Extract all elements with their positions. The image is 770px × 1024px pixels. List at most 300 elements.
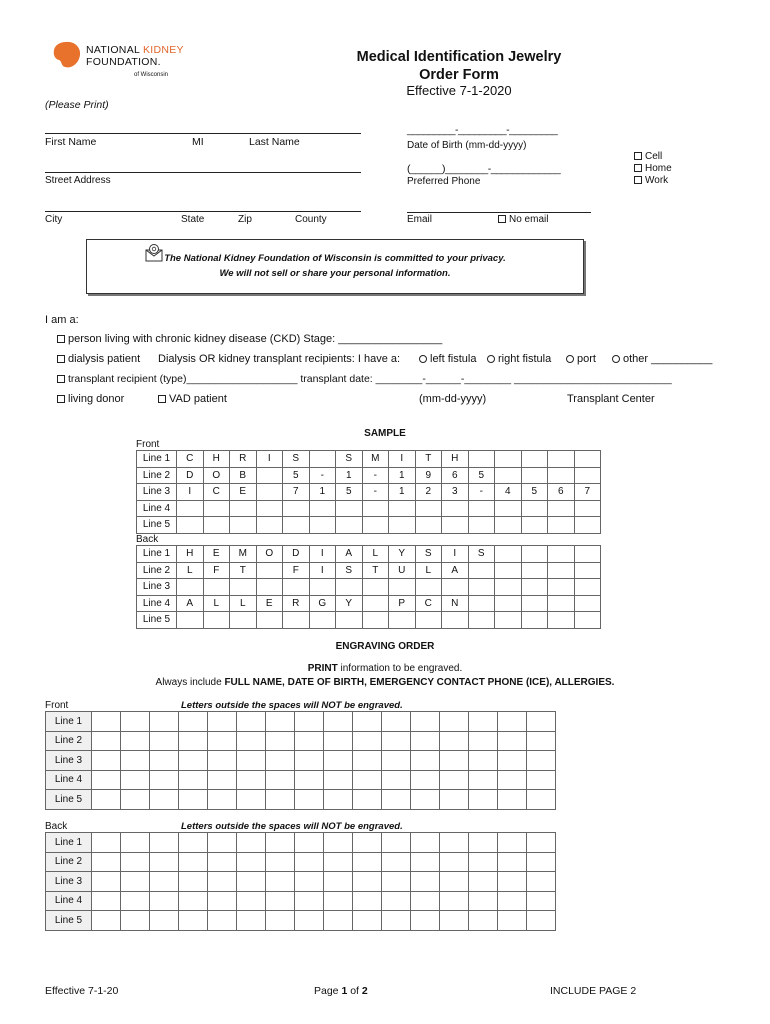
engrave-cell[interactable] [237,731,266,751]
sample-title: SAMPLE [364,428,406,439]
engrave-cell[interactable] [179,712,208,732]
title-line2: Order Form [419,67,499,83]
engrave-cell[interactable] [440,731,469,751]
sample-cell [548,546,575,563]
engrave-cell[interactable] [208,790,237,810]
engrave-cell[interactable] [411,891,440,911]
engrave-cell[interactable] [208,751,237,771]
sample-cell: - [468,484,495,501]
sample-cell [574,500,601,517]
sample-cell: A [177,595,204,612]
engrave-cell[interactable] [440,852,469,872]
engrave-cell[interactable] [469,712,498,732]
engrave-cell[interactable] [324,911,353,931]
engrave-cell[interactable] [266,911,295,931]
email-field-line[interactable] [407,212,591,213]
engrave-cell[interactable] [121,833,150,853]
sample-cell [548,467,575,484]
engrave-cell[interactable] [266,790,295,810]
engrave-cell[interactable] [527,852,556,872]
engrave-cell[interactable] [208,833,237,853]
engrave-cell[interactable] [237,852,266,872]
sample-cell [256,467,283,484]
sample-cell [521,500,548,517]
engrave-cell[interactable] [527,751,556,771]
engrave-cell[interactable] [92,852,121,872]
engrave-cell[interactable] [295,770,324,790]
engrave-cell[interactable] [498,790,527,810]
engrave-cell[interactable] [208,852,237,872]
engrave-cell[interactable] [179,891,208,911]
engrave-cell[interactable] [411,852,440,872]
engrave-cell[interactable] [295,852,324,872]
engrave-cell[interactable] [440,872,469,892]
kidney-logo-icon [52,40,82,70]
engrave-cell[interactable] [527,790,556,810]
vad-checkbox[interactable] [158,395,166,403]
engrave-cell[interactable] [353,872,382,892]
sample-cell [309,500,336,517]
vad-option[interactable]: VAD patient [158,393,227,405]
sample-cell [442,500,469,517]
engrave-cell[interactable] [295,833,324,853]
engrave-cell[interactable] [498,852,527,872]
sample-back-label: Back [136,534,159,545]
engrave-cell[interactable] [121,712,150,732]
transplant-checkbox[interactable] [57,375,65,383]
sample-cell [548,612,575,629]
engrave-cell[interactable] [121,731,150,751]
engrave-cell[interactable] [469,790,498,810]
engrave-cell[interactable] [121,770,150,790]
sample-cell: H [177,546,204,563]
engrave-cell[interactable] [353,852,382,872]
logo-subtitle: of Wisconsin [134,72,169,78]
engrave-cell[interactable] [295,790,324,810]
work-checkbox[interactable] [634,176,642,184]
engrave-cell[interactable] [498,731,527,751]
sample-cell [203,579,230,596]
engrave-cell[interactable] [469,911,498,931]
sample-cell: R [230,451,257,468]
engrave-cell[interactable] [411,731,440,751]
sample-cell [177,612,204,629]
engrave-cell[interactable] [208,911,237,931]
sample-cell: M [230,546,257,563]
sample-cell [495,595,522,612]
no-email-checkbox[interactable] [498,215,506,223]
sample-cell: S [415,546,442,563]
sample-cell [230,579,257,596]
engrave-cell[interactable] [179,731,208,751]
engrave-cell[interactable] [324,852,353,872]
sample-row [137,467,601,484]
sample-cell [230,500,257,517]
effective-date: Effective 7-1-2020 [406,83,512,98]
sample-cell: I [256,451,283,468]
engrave-cell[interactable] [150,833,179,853]
sample-row-label: Line 5 [137,517,177,534]
engrave-cell[interactable] [121,790,150,810]
engrave-cell[interactable] [353,790,382,810]
engrave-cell[interactable] [237,911,266,931]
port-option[interactable]: port [566,353,596,365]
engrave-cell[interactable] [498,751,527,771]
engrave-front-grid [45,711,556,810]
dob-label: Date of Birth (mm-dd-yyyy) [407,140,527,151]
engrave-cell[interactable] [92,712,121,732]
engrave-cell[interactable] [179,872,208,892]
sample-cell [283,612,310,629]
living-donor-option[interactable]: living donor [57,393,124,405]
engrave-cell[interactable] [266,872,295,892]
sample-cell: - [362,467,389,484]
engrave-cell[interactable] [353,891,382,911]
engrave-cell[interactable] [150,872,179,892]
engrave-cell[interactable] [353,712,382,732]
engrave-cell[interactable] [440,911,469,931]
sample-cell [521,467,548,484]
engrave-cell[interactable] [237,751,266,771]
engrave-cell[interactable] [382,790,411,810]
engrave-cell[interactable] [411,770,440,790]
engrave-cell[interactable] [527,872,556,892]
footer-include-page: INCLUDE PAGE 2 [550,985,637,997]
sample-cell: M [362,451,389,468]
engrave-cell[interactable] [324,712,353,732]
engraving-title: ENGRAVING ORDER [335,641,435,652]
sample-cell: 5 [283,467,310,484]
engrave-cell[interactable] [440,770,469,790]
engrave-cell[interactable] [382,833,411,853]
engrave-cell[interactable] [498,891,527,911]
engrave-cell[interactable] [353,770,382,790]
engrave-cell[interactable] [324,731,353,751]
logo-line1-a: NATIONAL [86,44,143,56]
engrave-cell[interactable] [324,770,353,790]
dialysis-checkbox[interactable] [57,355,65,363]
sample-cell: C [415,595,442,612]
engrave-cell[interactable] [527,712,556,732]
engrave-cell[interactable] [411,872,440,892]
engrave-cell[interactable] [498,770,527,790]
sample-cell: 7 [283,484,310,501]
sample-cell: 5 [468,467,495,484]
sample-row [137,562,601,579]
sample-cell [495,467,522,484]
no-email-option[interactable]: No email [498,214,548,225]
sample-cell: L [230,595,257,612]
sample-cell [548,579,575,596]
sample-row-label: Line 2 [137,562,177,579]
footer-page-number: Page 1 of 2 [314,985,368,997]
sample-cell [521,579,548,596]
sample-back-grid [136,545,601,629]
sample-row [137,451,601,468]
engrave-cell[interactable] [295,911,324,931]
engrave-cell[interactable] [92,770,121,790]
cell-checkbox[interactable] [634,152,642,160]
logo-line2: FOUNDATION. [86,56,161,68]
sample-cell: Y [336,595,363,612]
engrave-cell[interactable] [295,731,324,751]
engrave-cell[interactable] [92,872,121,892]
engrave-cell[interactable] [179,770,208,790]
engrave-cell[interactable] [353,911,382,931]
sample-cell [336,579,363,596]
sample-cell: 5 [336,484,363,501]
home-checkbox[interactable] [634,164,642,172]
engrave-cell[interactable] [237,833,266,853]
sample-cell: Y [389,546,416,563]
engrave-cell[interactable] [150,790,179,810]
phone-label: Preferred Phone [407,176,481,187]
engrave-cell[interactable] [92,891,121,911]
name-field-line[interactable] [45,133,361,134]
logo-text [86,44,184,68]
engrave-cell[interactable] [121,751,150,771]
sample-cell: S [336,451,363,468]
engrave-cell[interactable] [411,833,440,853]
engrave-cell[interactable] [92,833,121,853]
sample-cell: L [415,562,442,579]
engrave-cell[interactable] [382,852,411,872]
sample-cell [415,500,442,517]
engrave-cell[interactable] [150,852,179,872]
engrave-cell[interactable] [440,891,469,911]
form-title [340,48,578,84]
engrave-cell[interactable] [266,770,295,790]
sample-cell [203,500,230,517]
engrave-cell[interactable] [440,712,469,732]
sample-cell [336,612,363,629]
engrave-cell[interactable] [469,751,498,771]
privacy-line2: We will not sell or share your personal information. [219,268,451,279]
sample-cell [495,451,522,468]
engrave-cell[interactable] [411,911,440,931]
phone-type-cell[interactable]: Cell [634,151,672,163]
transplant-center-label: Transplant Center [567,393,655,405]
engrave-cell[interactable] [324,833,353,853]
engrave-cell[interactable] [469,731,498,751]
sample-cell [468,500,495,517]
back-warning: Letters outside the spaces will NOT be engraved. [181,821,403,832]
engrave-cell[interactable] [353,751,382,771]
engrave-cell[interactable] [266,852,295,872]
engrave-cell[interactable] [353,833,382,853]
sample-row-label: Line 5 [137,612,177,629]
sample-cell [495,546,522,563]
privacy-line1: The National Kidney Foundation of Wisconsin is committed to your privacy. [164,253,506,264]
sample-cell: F [283,562,310,579]
sample-cell [309,451,336,468]
engrave-cell[interactable] [208,731,237,751]
sample-cell [230,612,257,629]
engrave-cell[interactable] [179,852,208,872]
ckd-checkbox[interactable] [57,335,65,343]
sample-cell [495,500,522,517]
engrave-cell[interactable] [237,712,266,732]
engrave-cell[interactable] [411,790,440,810]
engrave-cell[interactable] [411,712,440,732]
engrave-cell[interactable] [121,872,150,892]
engrave-cell[interactable] [295,891,324,911]
sample-row [137,579,601,596]
engrave-cell[interactable] [237,790,266,810]
engrave-cell[interactable] [527,891,556,911]
engrave-cell[interactable] [150,770,179,790]
sample-cell: S [468,546,495,563]
engrave-cell[interactable] [498,712,527,732]
engrave-cell[interactable] [324,872,353,892]
engrave-cell[interactable] [266,712,295,732]
engrave-cell[interactable] [469,852,498,872]
engrave-cell[interactable] [527,911,556,931]
sample-cell: 1 [389,467,416,484]
left-fistula-radio[interactable] [419,355,427,363]
engrave-front-label: Front [45,700,69,711]
engrave-cell[interactable] [208,891,237,911]
engrave-cell[interactable] [179,751,208,771]
engrave-cell[interactable] [527,833,556,853]
other-radio[interactable] [612,355,620,363]
phone-type-work[interactable]: Work [634,175,672,187]
engrave-cell[interactable] [208,770,237,790]
sample-cell [468,595,495,612]
engrave-cell[interactable] [295,872,324,892]
engrave-cell[interactable] [92,731,121,751]
sample-front-grid [136,450,601,534]
sample-cell [442,579,469,596]
sample-cell: D [177,467,204,484]
engrave-cell[interactable] [266,751,295,771]
street-field-line[interactable] [45,172,361,173]
engrave-cell[interactable] [150,911,179,931]
engrave-cell[interactable] [411,751,440,771]
front-line-label: Line 4 [46,770,92,790]
engrave-cell[interactable] [324,790,353,810]
logo-line1-b: KIDNEY [142,44,184,56]
engrave-cell[interactable] [92,790,121,810]
other-option[interactable]: other __________ [612,353,712,365]
front-line-label: Line 2 [46,731,92,751]
engrave-cell[interactable] [440,790,469,810]
engrave-cell[interactable] [469,770,498,790]
port-radio[interactable] [566,355,574,363]
sample-cell: 6 [548,484,575,501]
engrave-cell[interactable] [179,833,208,853]
engrave-cell[interactable] [498,833,527,853]
engrave-cell[interactable] [179,790,208,810]
phone-type-home[interactable]: Home [634,163,672,175]
engrave-cell[interactable] [208,712,237,732]
sample-row-label: Line 4 [137,500,177,517]
engrave-cell[interactable] [121,911,150,931]
phone-type-options [634,151,672,187]
sample-cell [468,579,495,596]
engrave-cell[interactable] [237,891,266,911]
engrave-cell[interactable] [150,712,179,732]
engrave-cell[interactable] [382,712,411,732]
engrave-cell[interactable] [527,770,556,790]
engrave-cell[interactable] [527,731,556,751]
engrave-back-grid [45,832,556,931]
engrave-cell[interactable] [498,911,527,931]
dialysis-option[interactable]: dialysis patient [57,353,140,365]
engrave-cell[interactable] [150,891,179,911]
email-label: Email [407,214,433,225]
engrave-cell[interactable] [121,891,150,911]
engrave-cell[interactable] [92,911,121,931]
ckd-option[interactable]: person living with chronic kidney disease (CKD) Stage: _________________ [57,333,442,345]
dob-field[interactable]: _________-_________-_________ [407,124,558,136]
right-fistula-radio[interactable] [487,355,495,363]
engrave-cell[interactable] [469,833,498,853]
right-fistula-option[interactable]: right fistula [487,353,551,365]
city-field-line[interactable] [45,211,361,212]
sample-cell: F [203,562,230,579]
engrave-cell[interactable] [324,751,353,771]
sample-cell [468,451,495,468]
engrave-cell[interactable] [469,891,498,911]
transplant-option[interactable]: transplant recipient (type)___________________ transplant date: ________-______-________ ___________________________ [57,373,672,385]
engrave-cell[interactable] [382,731,411,751]
engrave-cell[interactable] [266,833,295,853]
sample-row [137,500,601,517]
engrave-cell[interactable] [498,872,527,892]
engrave-cell[interactable] [179,911,208,931]
engrave-cell[interactable] [208,872,237,892]
engrave-cell[interactable] [382,872,411,892]
phone-field[interactable]: (______)________-_____________ [407,163,561,175]
engrave-cell[interactable] [382,891,411,911]
sample-cell [203,517,230,534]
engrave-cell[interactable] [295,751,324,771]
engrave-cell[interactable] [440,751,469,771]
sample-cell: 3 [442,484,469,501]
engrave-cell[interactable] [440,833,469,853]
engrave-cell[interactable] [324,891,353,911]
engrave-cell[interactable] [237,872,266,892]
sample-cell: T [362,562,389,579]
engrave-cell[interactable] [266,731,295,751]
engrave-cell[interactable] [469,872,498,892]
sample-cell: - [362,484,389,501]
engrave-cell[interactable] [382,770,411,790]
engrave-cell[interactable] [353,731,382,751]
always-include-instruction: Always include FULL NAME, DATE OF BIRTH, EMERGENCY CONTACT PHONE (ICE), ALLERGIES. [155,677,615,688]
sample-cell: G [309,595,336,612]
engrave-cell[interactable] [237,770,266,790]
engrave-cell[interactable] [382,911,411,931]
sample-cell [309,517,336,534]
engrave-cell[interactable] [150,731,179,751]
engrave-cell[interactable] [382,751,411,771]
living-donor-checkbox[interactable] [57,395,65,403]
sample-cell [389,579,416,596]
sample-cell: 2 [415,484,442,501]
engrave-cell[interactable] [266,891,295,911]
sample-cell: E [203,546,230,563]
sample-cell [468,612,495,629]
engrave-cell[interactable] [150,751,179,771]
engrave-cell[interactable] [295,712,324,732]
engrave-cell[interactable] [92,751,121,771]
left-fistula-option[interactable]: left fistula [419,353,476,365]
sample-cell: O [256,546,283,563]
engrave-cell[interactable] [121,852,150,872]
engrave-row [46,911,556,931]
